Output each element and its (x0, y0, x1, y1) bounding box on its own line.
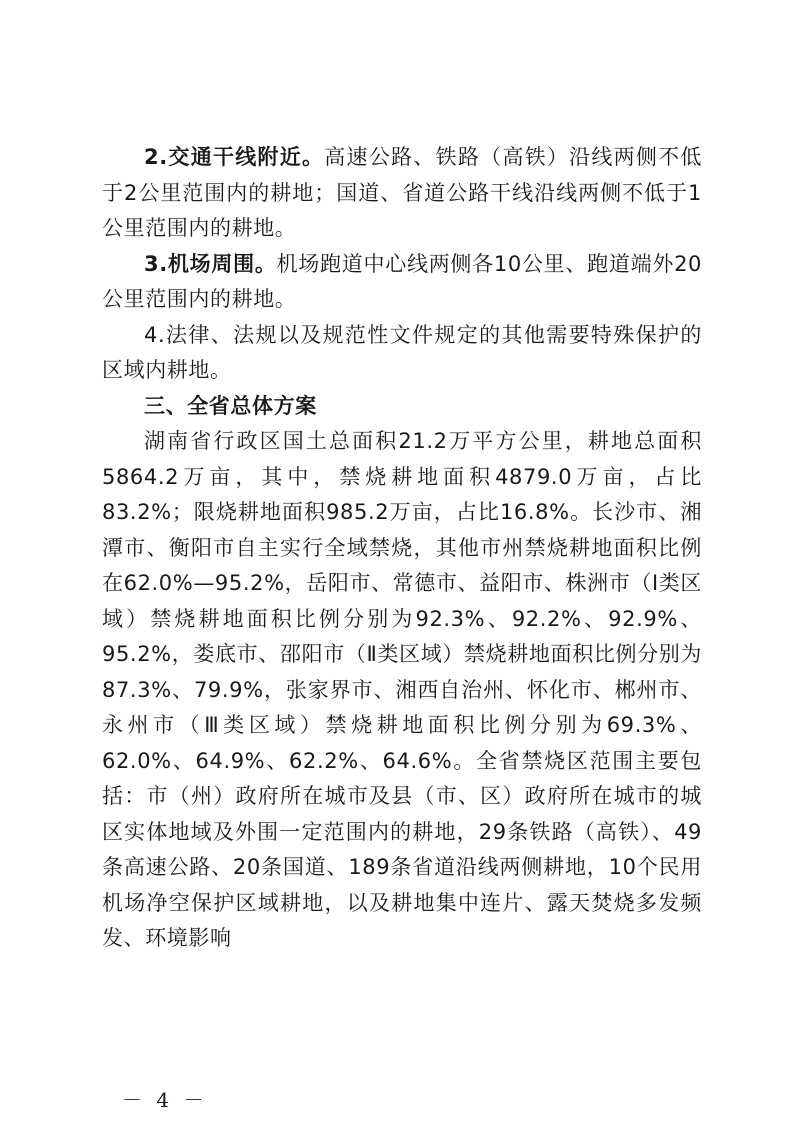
paragraph-traffic-arteries (102, 140, 702, 247)
paragraph-text: 4.法律、法规以及规范性文件规定的其他需要特殊保护的区域内耕地。 (102, 322, 702, 382)
paragraph-legal-protection (102, 318, 702, 389)
paragraph-lead: 3.机场周围。 (144, 251, 277, 276)
section-heading: 三、全省总体方案 (144, 393, 317, 418)
paragraph-text: 机场跑道中心线两侧各10公里、跑道端外20公里范围内的耕地。 (102, 251, 702, 311)
paragraph-lead: 2.交通干线附近。 (144, 145, 325, 169)
paragraph-text: 高速公路、铁路（高铁）沿线两侧不低于2公里范围内的耕地；国道、省道公路干线沿线两侧不低于1公里范围内的耕地。 (102, 145, 702, 240)
paragraph-airport-surroundings (102, 247, 702, 318)
document-body (102, 140, 702, 957)
page-number: － 4 － (122, 1088, 208, 1112)
paragraph-provincial-plan: 湖南省行政区国土总面积21.2万平方公里，耕地总面积5864.2万亩，其中，禁烧耕地面积4879.0万亩，占比83.2%；限烧耕地面积985.2万亩，占比16.8%。长沙市、湘潭市、衡阳市自主实行全域禁烧，其他市州禁烧耕地面积比例在62.0%—95.2%，岳阳市、常德市、益阳市、株洲市（Ⅰ类区域）禁烧耕地面积比例分别为92.3%、92.2%、92.9%、95.2%，娄底市、邵阳市（Ⅱ类区域）禁烧耕地面积比例分别为87.3%、79.9%，张家界市、湘西自治州、怀化市、郴州市、永州市（Ⅲ类区域）禁烧耕地面积比例分别为69.3%、62.0%、64.9%、62.2%、64.6%。全省禁烧区范围主要包括：市（州）政府所在城市及县（市、区）政府所在城市的城区实体地域及外围一定范围内的耕地，29条铁路（高铁）、49条高速公路、20条国道、189条省道沿线两侧耕地，10个民用机场净空保护区域耕地，以及耕地集中连片、露天焚烧多发频发、环境影响 (102, 429, 702, 950)
